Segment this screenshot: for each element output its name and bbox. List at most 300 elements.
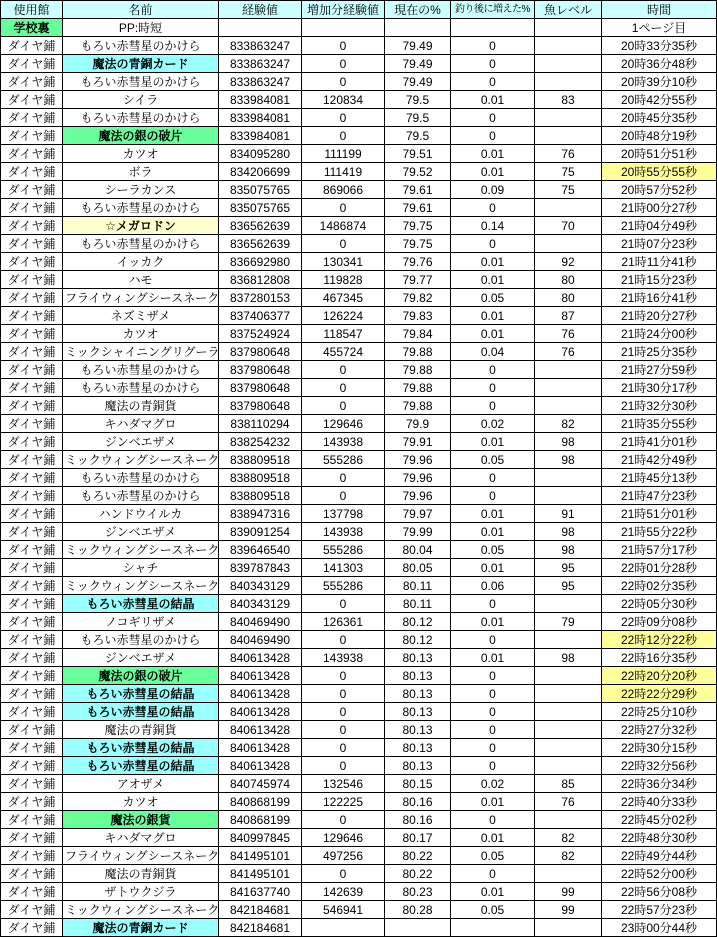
cell-fish-level — [535, 721, 602, 739]
cell-percent: 79.9 — [385, 415, 451, 433]
cell-percent-after: 0 — [451, 721, 535, 739]
table-row — [1, 577, 717, 595]
table-row — [1, 397, 717, 415]
cell-gain: 0 — [302, 235, 385, 253]
table-row — [1, 901, 717, 919]
cell-time: 22時49分44秒 — [602, 847, 717, 865]
empty-cell-percent — [385, 19, 451, 37]
cell-fish-level — [535, 397, 602, 415]
cell-exp: 838809518 — [219, 469, 302, 487]
cell-name: シイラ — [63, 91, 219, 109]
table-row — [1, 919, 717, 937]
cell-time: 21時07分23秒 — [602, 235, 717, 253]
cell-percent: 80.13 — [385, 721, 451, 739]
cell-fish-level: 99 — [535, 901, 602, 919]
cell-percent: 80.11 — [385, 595, 451, 613]
cell-percent-after: 0.05 — [451, 289, 535, 307]
cell-exp: 833863247 — [219, 37, 302, 55]
cell-use: ダイヤ鋪 — [1, 505, 63, 523]
cell-name: もろい赤彗星のかけら — [63, 199, 219, 217]
cell-name: 魔法の青銅貨 — [63, 397, 219, 415]
cell-use: ダイヤ鋪 — [1, 307, 63, 325]
cell-fish-level — [535, 685, 602, 703]
cell-fish-level — [535, 757, 602, 775]
cell-name: カツオ — [63, 793, 219, 811]
cell-gain: 0 — [302, 667, 385, 685]
cell-exp: 837980648 — [219, 361, 302, 379]
cell-use: ダイヤ鋪 — [1, 703, 63, 721]
cell-time: 22時52分00秒 — [602, 865, 717, 883]
cell-fish-level: 91 — [535, 505, 602, 523]
cell-fish-level: 92 — [535, 253, 602, 271]
cell-use: ダイヤ鋪 — [1, 721, 63, 739]
cell-time: 20時57分52秒 — [602, 181, 717, 199]
table-row — [1, 145, 717, 163]
cell-percent: 80.04 — [385, 541, 451, 559]
table-row — [1, 163, 717, 181]
cell-time: 22時27分32秒 — [602, 721, 717, 739]
cell-time: 20時36分48秒 — [602, 55, 717, 73]
cell-percent-after: 0.01 — [451, 613, 535, 631]
cell-name: ザトウクジラ — [63, 883, 219, 901]
cell-fish-level — [535, 595, 602, 613]
cell-fish-level: 75 — [535, 181, 602, 199]
table-row — [1, 667, 717, 685]
cell-percent-after: 0.01 — [451, 325, 535, 343]
cell-percent-after: 0.04 — [451, 343, 535, 361]
cell-use: ダイヤ鋪 — [1, 145, 63, 163]
table-row — [1, 595, 717, 613]
table-row — [1, 433, 717, 451]
cell-time: 22時40分33秒 — [602, 793, 717, 811]
cell-gain: 132546 — [302, 775, 385, 793]
cell-time: 22時32分56秒 — [602, 757, 717, 775]
cell-fish-level — [535, 703, 602, 721]
cell-exp: 840613428 — [219, 739, 302, 757]
cell-exp: 833984081 — [219, 109, 302, 127]
cell-exp: 836692980 — [219, 253, 302, 271]
cell-percent-after: 0 — [451, 595, 535, 613]
cell-gain: 137798 — [302, 505, 385, 523]
cell-use: ダイヤ鋪 — [1, 469, 63, 487]
cell-time: 21時20分27秒 — [602, 307, 717, 325]
cell-gain: 143938 — [302, 433, 385, 451]
cell-use: ダイヤ鋪 — [1, 883, 63, 901]
cell-exp: 841495101 — [219, 847, 302, 865]
cell-gain: 0 — [302, 109, 385, 127]
cell-time: 20時45分35秒 — [602, 109, 717, 127]
cell-name: ミックウィングシースネーク — [63, 541, 219, 559]
cell-name: もろい赤彗星のかけら — [63, 379, 219, 397]
cell-fish-level: 76 — [535, 343, 602, 361]
table-row — [1, 703, 717, 721]
cell-percent-after: 0 — [451, 811, 535, 829]
cell-use: ダイヤ鋪 — [1, 415, 63, 433]
cell-name: ジンベエザメ — [63, 649, 219, 667]
cell-time: 20時48分19秒 — [602, 127, 717, 145]
cell-fish-level: 95 — [535, 559, 602, 577]
cell-time: 22時57分23秒 — [602, 901, 717, 919]
cell-gain: 1486874 — [302, 217, 385, 235]
cell-use: ダイヤ鋪 — [1, 811, 63, 829]
cell-exp: 840613428 — [219, 757, 302, 775]
cell-name: 魔法の銀の破片 — [63, 127, 219, 145]
table-row — [1, 253, 717, 271]
cell-exp: 840613428 — [219, 667, 302, 685]
table-row — [1, 343, 717, 361]
cell-fish-level: 99 — [535, 883, 602, 901]
cell-fish-level — [535, 361, 602, 379]
cell-name: もろい赤彗星のかけら — [63, 235, 219, 253]
empty-cell-after — [451, 19, 535, 37]
cell-use: ダイヤ鋪 — [1, 361, 63, 379]
cell-exp: 833863247 — [219, 73, 302, 91]
cell-gain: 0 — [302, 469, 385, 487]
cell-time: 21時41分01秒 — [602, 433, 717, 451]
cell-name: もろい赤彗星の結晶 — [63, 703, 219, 721]
cell-fish-level — [535, 487, 602, 505]
cell-use: ダイヤ鋪 — [1, 217, 63, 235]
column-header-exp: 経験値 — [219, 1, 302, 19]
cell-exp: 840469490 — [219, 631, 302, 649]
cell-use: ダイヤ鋪 — [1, 829, 63, 847]
cell-gain: 119828 — [302, 271, 385, 289]
cell-use: ダイヤ鋪 — [1, 685, 63, 703]
cell-name: フライウィングシースネーク — [63, 289, 219, 307]
cell-gain: 455724 — [302, 343, 385, 361]
cell-use: ダイヤ鋪 — [1, 55, 63, 73]
cell-exp: 834095280 — [219, 145, 302, 163]
cell-gain: 0 — [302, 55, 385, 73]
table-row — [1, 757, 717, 775]
cell-name: キハダマグロ — [63, 829, 219, 847]
cell-name: イッカク — [63, 253, 219, 271]
table-row — [1, 559, 717, 577]
cell-name: ハモ — [63, 271, 219, 289]
cell-time: 22時16分35秒 — [602, 649, 717, 667]
cell-percent-after: 0.01 — [451, 307, 535, 325]
table-row — [1, 883, 717, 901]
cell-gain: 467345 — [302, 289, 385, 307]
cell-time: 22時22分29秒 — [602, 685, 717, 703]
table-subheader-row — [1, 19, 717, 37]
table-row — [1, 775, 717, 793]
column-header-use: 使用館 — [1, 1, 63, 19]
table-row — [1, 865, 717, 883]
cell-name: もろい赤彗星の結晶 — [63, 595, 219, 613]
cell-fish-level: 98 — [535, 451, 602, 469]
cell-percent-after: 0.14 — [451, 217, 535, 235]
cell-fish-level: 98 — [535, 541, 602, 559]
cell-time: 20時33分35秒 — [602, 37, 717, 55]
cell-exp: 833984081 — [219, 91, 302, 109]
cell-name: もろい赤彗星の結晶 — [63, 739, 219, 757]
cell-gain: 869066 — [302, 181, 385, 199]
cell-fish-level — [535, 235, 602, 253]
cell-gain: 0 — [302, 361, 385, 379]
cell-percent: 80.13 — [385, 667, 451, 685]
cell-percent: 80.17 — [385, 829, 451, 847]
cell-percent-after: 0.01 — [451, 829, 535, 847]
cell-name: もろい赤彗星のかけら — [63, 469, 219, 487]
cell-name: 魔法の銀の破片 — [63, 667, 219, 685]
cell-percent-after: 0.01 — [451, 505, 535, 523]
cell-percent — [385, 919, 451, 937]
cell-fish-level — [535, 37, 602, 55]
cell-exp: 838110294 — [219, 415, 302, 433]
cell-use: ダイヤ鋪 — [1, 181, 63, 199]
cell-gain: 122225 — [302, 793, 385, 811]
cell-percent: 79.84 — [385, 325, 451, 343]
cell-use: ダイヤ鋪 — [1, 631, 63, 649]
cell-percent: 80.13 — [385, 757, 451, 775]
cell-fish-level: 82 — [535, 847, 602, 865]
cell-name: ボラ — [63, 163, 219, 181]
cell-fish-level: 83 — [535, 91, 602, 109]
cell-percent: 79.88 — [385, 379, 451, 397]
cell-percent: 80.23 — [385, 883, 451, 901]
cell-percent: 80.11 — [385, 577, 451, 595]
cell-use: ダイヤ鋪 — [1, 343, 63, 361]
table-row — [1, 235, 717, 253]
cell-fish-level: 76 — [535, 145, 602, 163]
cell-exp: 840868199 — [219, 811, 302, 829]
cell-name: もろい赤彗星のかけら — [63, 487, 219, 505]
cell-exp: 836562639 — [219, 217, 302, 235]
cell-time: 20時39分10秒 — [602, 73, 717, 91]
cell-exp: 836562639 — [219, 235, 302, 253]
cell-percent-after: 0 — [451, 703, 535, 721]
cell-name: シーラカンス — [63, 181, 219, 199]
cell-gain — [302, 919, 385, 937]
cell-time: 22時25分10秒 — [602, 703, 717, 721]
cell-exp: 840343129 — [219, 577, 302, 595]
cell-name: 魔法の青銅貨 — [63, 865, 219, 883]
cell-exp: 837980648 — [219, 343, 302, 361]
cell-fish-level — [535, 811, 602, 829]
cell-time: 22時12分22秒 — [602, 631, 717, 649]
cell-name: ミックウィングシースネーク — [63, 901, 219, 919]
cell-percent-after: 0.01 — [451, 433, 535, 451]
table-row — [1, 325, 717, 343]
cell-time: 21時24分00秒 — [602, 325, 717, 343]
cell-name: もろい赤彗星の結晶 — [63, 685, 219, 703]
location-cell: 学校裏 — [1, 19, 63, 37]
cell-percent-after: 0 — [451, 397, 535, 415]
cell-percent: 79.88 — [385, 361, 451, 379]
cell-name: 魔法の青銅貨 — [63, 721, 219, 739]
cell-gain: 0 — [302, 73, 385, 91]
cell-name: カツオ — [63, 145, 219, 163]
cell-time: 22時56分08秒 — [602, 883, 717, 901]
cell-exp: 841495101 — [219, 865, 302, 883]
cell-fish-level — [535, 739, 602, 757]
cell-use: ダイヤ鋪 — [1, 901, 63, 919]
cell-percent: 80.13 — [385, 685, 451, 703]
cell-time: 21時47分23秒 — [602, 487, 717, 505]
cell-name: アオザメ — [63, 775, 219, 793]
cell-fish-level — [535, 127, 602, 145]
table-row — [1, 847, 717, 865]
cell-name: もろい赤彗星のかけら — [63, 73, 219, 91]
table-row — [1, 127, 717, 145]
table-row — [1, 685, 717, 703]
cell-name: 魔法の銀貨 — [63, 811, 219, 829]
cell-name: もろい赤彗星のかけら — [63, 631, 219, 649]
cell-use: ダイヤ鋪 — [1, 433, 63, 451]
cell-percent: 79.5 — [385, 127, 451, 145]
cell-percent: 80.28 — [385, 901, 451, 919]
cell-use: ダイヤ鋪 — [1, 127, 63, 145]
table-row — [1, 649, 717, 667]
cell-percent: 79.49 — [385, 55, 451, 73]
cell-time: 21時25分35秒 — [602, 343, 717, 361]
cell-percent: 80.22 — [385, 865, 451, 883]
empty-cell-exp — [219, 19, 302, 37]
cell-percent: 79.82 — [385, 289, 451, 307]
cell-percent: 79.76 — [385, 253, 451, 271]
table-row — [1, 793, 717, 811]
cell-percent-after — [451, 919, 535, 937]
cell-percent-after: 0 — [451, 379, 535, 397]
cell-percent-after: 0 — [451, 865, 535, 883]
cell-percent-after: 0 — [451, 631, 535, 649]
cell-use: ダイヤ鋪 — [1, 451, 63, 469]
cell-percent: 80.13 — [385, 739, 451, 757]
cell-fish-level — [535, 379, 602, 397]
cell-percent: 80.13 — [385, 649, 451, 667]
cell-percent-after: 0.02 — [451, 415, 535, 433]
cell-use: ダイヤ鋪 — [1, 739, 63, 757]
cell-name: フライウィングシースネーク — [63, 847, 219, 865]
cell-use: ダイヤ鋪 — [1, 595, 63, 613]
column-header-gain: 増加分経験値 — [302, 1, 385, 19]
cell-exp: 840613428 — [219, 685, 302, 703]
cell-time: 22時01分28秒 — [602, 559, 717, 577]
cell-percent: 79.99 — [385, 523, 451, 541]
cell-use: ダイヤ鋪 — [1, 397, 63, 415]
cell-percent-after: 0 — [451, 37, 535, 55]
cell-percent: 80.15 — [385, 775, 451, 793]
table-row — [1, 199, 717, 217]
cell-percent-after: 0.02 — [451, 775, 535, 793]
cell-gain: 0 — [302, 199, 385, 217]
cell-percent: 80.12 — [385, 613, 451, 631]
table-row — [1, 289, 717, 307]
cell-name: 魔法の青銅カード — [63, 919, 219, 937]
cell-time: 22時09分08秒 — [602, 613, 717, 631]
cell-percent-after: 0.05 — [451, 451, 535, 469]
cell-percent: 79.77 — [385, 271, 451, 289]
cell-gain: 0 — [302, 37, 385, 55]
cell-use: ダイヤ鋪 — [1, 793, 63, 811]
cell-percent-after: 0.01 — [451, 793, 535, 811]
cell-percent-after: 0.05 — [451, 847, 535, 865]
cell-exp: 839091254 — [219, 523, 302, 541]
cell-gain: 120834 — [302, 91, 385, 109]
cell-percent: 79.75 — [385, 217, 451, 235]
table-row — [1, 415, 717, 433]
cell-time: 23時00分44秒 — [602, 919, 717, 937]
cell-name: もろい赤彗星のかけら — [63, 109, 219, 127]
cell-exp: 835075765 — [219, 181, 302, 199]
cell-use: ダイヤ鋪 — [1, 919, 63, 937]
cell-use: ダイヤ鋪 — [1, 199, 63, 217]
cell-gain: 546941 — [302, 901, 385, 919]
cell-percent: 80.16 — [385, 811, 451, 829]
cell-exp: 840613428 — [219, 703, 302, 721]
cell-time: 22時30分15秒 — [602, 739, 717, 757]
cell-gain: 497256 — [302, 847, 385, 865]
cell-exp: 840613428 — [219, 721, 302, 739]
cell-name: ジンベエザメ — [63, 433, 219, 451]
cell-name: カツオ — [63, 325, 219, 343]
empty-cell-level — [535, 19, 602, 37]
cell-percent-after: 0 — [451, 469, 535, 487]
cell-gain: 129646 — [302, 415, 385, 433]
cell-gain: 0 — [302, 811, 385, 829]
cell-time: 21時27分59秒 — [602, 361, 717, 379]
cell-gain: 0 — [302, 631, 385, 649]
pp-mode-cell: PP:時短 — [63, 19, 219, 37]
cell-exp: 838254232 — [219, 433, 302, 451]
table-row — [1, 307, 717, 325]
cell-name: もろい赤彗星のかけら — [63, 361, 219, 379]
cell-fish-level: 76 — [535, 325, 602, 343]
cell-time: 21時51分01秒 — [602, 505, 717, 523]
cell-fish-level — [535, 55, 602, 73]
cell-time: 21時35分55秒 — [602, 415, 717, 433]
cell-percent-after: 0 — [451, 685, 535, 703]
table-row — [1, 379, 717, 397]
cell-percent: 79.96 — [385, 487, 451, 505]
cell-percent-after: 0 — [451, 73, 535, 91]
cell-exp: 833863247 — [219, 55, 302, 73]
cell-fish-level — [535, 631, 602, 649]
cell-percent: 80.13 — [385, 703, 451, 721]
cell-exp: 840745974 — [219, 775, 302, 793]
cell-percent-after: 0.01 — [451, 559, 535, 577]
cell-name: もろい赤彗星の結晶 — [63, 757, 219, 775]
cell-time: 21時11分41秒 — [602, 253, 717, 271]
cell-gain: 0 — [302, 865, 385, 883]
cell-use: ダイヤ鋪 — [1, 325, 63, 343]
cell-percent-after: 0.01 — [451, 163, 535, 181]
cell-gain: 555286 — [302, 451, 385, 469]
table-body — [1, 37, 717, 937]
table-row — [1, 37, 717, 55]
table-row — [1, 451, 717, 469]
table-row — [1, 811, 717, 829]
table-row — [1, 505, 717, 523]
cell-fish-level: 70 — [535, 217, 602, 235]
cell-percent: 79.5 — [385, 109, 451, 127]
cell-fish-level — [535, 199, 602, 217]
table-row — [1, 109, 717, 127]
cell-fish-level: 76 — [535, 793, 602, 811]
cell-time: 22時45分02秒 — [602, 811, 717, 829]
column-header-percent: 現在の% — [385, 1, 451, 19]
cell-gain: 0 — [302, 721, 385, 739]
cell-gain: 126361 — [302, 613, 385, 631]
cell-use: ダイヤ鋪 — [1, 541, 63, 559]
cell-gain: 130341 — [302, 253, 385, 271]
table-row — [1, 487, 717, 505]
cell-name: ☆メガロドン — [63, 217, 219, 235]
cell-fish-level — [535, 667, 602, 685]
cell-percent: 79.96 — [385, 469, 451, 487]
cell-use: ダイヤ鋪 — [1, 865, 63, 883]
